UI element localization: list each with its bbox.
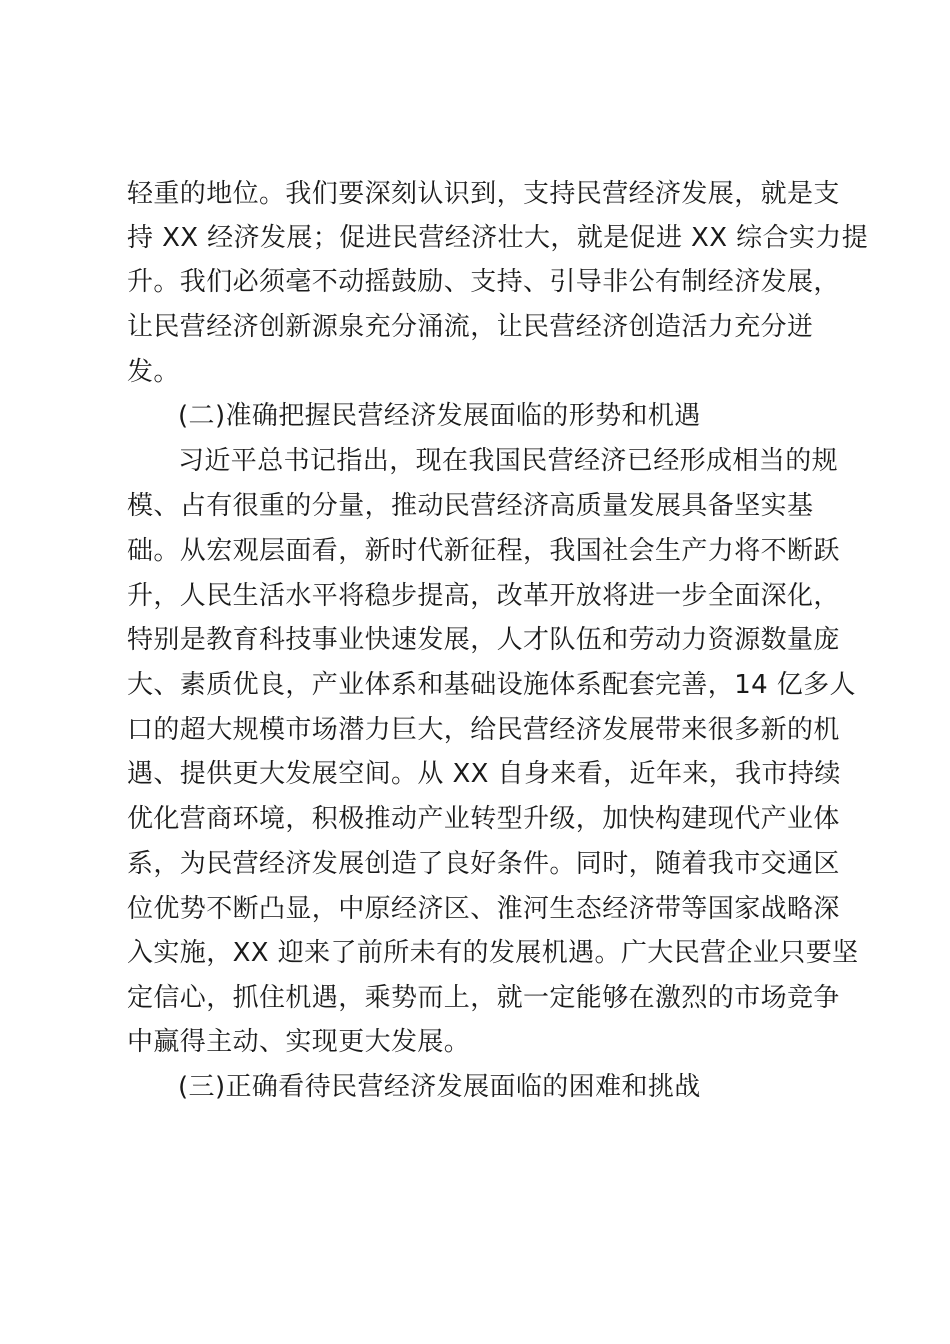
text-line: 定信心，抓住机遇，乘势而上，就一定能够在激烈的市场竞争 <box>127 983 840 1013</box>
text-line: 入实施，XX 迎来了前所未有的发展机遇。广大民营企业只要坚 <box>127 938 859 968</box>
text-line: 口的超大规模市场潜力巨大，给民营经济发展带来很多新的机 <box>127 715 840 745</box>
text-line: 优化营商环境，积极推动产业转型升级，加快构建现代产业体 <box>127 804 840 834</box>
text-line: 系，为民营经济发展创造了良好条件。同时，随着我市交通区 <box>127 849 840 879</box>
section-heading: (二)准确把握民营经济发展面临的形势和机遇 <box>178 401 701 431</box>
text-line: 特别是教育科技事业快速发展，人才队伍和劳动力资源数量庞 <box>127 625 840 655</box>
text-line: 模、占有很重的分量，推动民营经济高质量发展具备坚实基 <box>127 491 814 521</box>
text-line: 础。从宏观层面看，新时代新征程，我国社会生产力将不断跃 <box>127 536 840 566</box>
text-line: 位优势不断凸显，中原经济区、淮河生态经济带等国家战略深 <box>127 894 840 924</box>
text-line: 让民营经济创新源泉充分涌流，让民营经济创造活力充分迸 <box>127 312 814 342</box>
text-line: 中赢得主动、实现更大发展。 <box>127 1027 471 1057</box>
text-line: 持 XX 经济发展；促进民营经济壮大，就是促进 XX 综合实力提 <box>127 223 869 253</box>
text-line: 习近平总书记指出，现在我国民营经济已经形成相当的规 <box>178 446 839 476</box>
text-line: 发。 <box>127 357 180 387</box>
text-line: 大、素质优良，产业体系和基础设施体系配套完善，14 亿多人 <box>127 670 856 700</box>
text-line: 升，人民生活水平将稳步提高，改革开放将进一步全面深化， <box>127 581 840 611</box>
text-line: 轻重的地位。我们要深刻认识到，支持民营经济发展，就是支 <box>127 179 840 209</box>
text-line: 升。我们必须毫不动摇鼓励、支持、引导非公有制经济发展， <box>127 267 840 297</box>
text-line: 遇、提供更大发展空间。从 XX 自身来看，近年来，我市持续 <box>127 759 841 789</box>
section-heading: (三)正确看待民营经济发展面临的困难和挑战 <box>178 1072 701 1102</box>
